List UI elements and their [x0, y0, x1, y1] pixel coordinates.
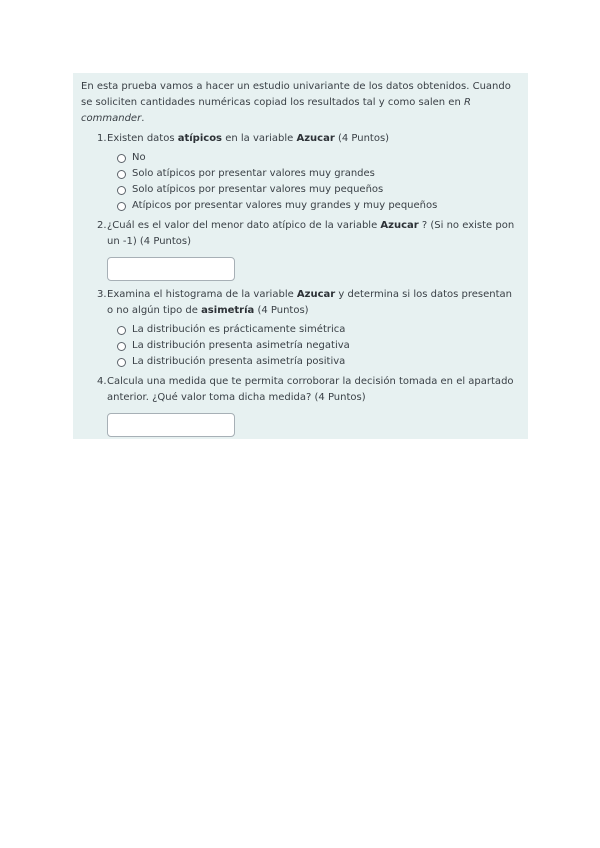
- question-2: [81, 218, 520, 281]
- intro-text: En esta prueba vamos a hacer un estudio univariante de los datos obtenidos. Cuando se soliciten cantidades numéricas copiad los resultados tal y como salen en R commander.: [81, 81, 511, 124]
- option-label: La distribución es prácticamente simétrica: [132, 324, 346, 335]
- option-no[interactable]: [117, 150, 520, 166]
- option-negative-skew[interactable]: [117, 338, 520, 354]
- option-label: Atípicos por presentar valores muy grandes y muy pequeños: [132, 200, 438, 211]
- question-4-text: Calcula una medida que te permita corroborar la decisión tomada en el apartado anterior. ¿Qué valor toma dicha medida? (4 Puntos): [107, 376, 514, 403]
- radio-button[interactable]: [117, 342, 126, 351]
- option-both-outliers[interactable]: [117, 198, 520, 214]
- question-number: 3.: [97, 289, 107, 300]
- question-3-text: Examina el histograma de la variable Azucar y determina si los datos presentan o no algún tipo de asimetría (4 Puntos): [107, 289, 513, 316]
- question-2-text: ¿Cuál es el valor del menor dato atípico de la variable Azucar ? (Si no existe pon un -1) (4 Puntos): [107, 220, 515, 247]
- option-symmetric[interactable]: [117, 322, 520, 338]
- option-label: Solo atípicos por presentar valores muy grandes: [132, 168, 375, 179]
- software-name: R commander: [81, 97, 471, 124]
- option-label: Solo atípicos por presentar valores muy pequeños: [132, 184, 384, 195]
- radio-button[interactable]: [117, 358, 126, 367]
- question-number: 4.: [97, 376, 107, 387]
- radio-button[interactable]: [117, 154, 126, 163]
- radio-button[interactable]: [117, 170, 126, 179]
- option-large-outliers[interactable]: [117, 166, 520, 182]
- question-number: 2.: [97, 220, 107, 231]
- question-number: 1.: [97, 133, 107, 144]
- option-label: La distribución presenta asimetría negativa: [132, 340, 350, 351]
- radio-button[interactable]: [117, 326, 126, 335]
- radio-button[interactable]: [117, 186, 126, 195]
- option-small-outliers[interactable]: [117, 182, 520, 198]
- option-label: No: [132, 152, 146, 163]
- question-3: [81, 287, 520, 370]
- answer-input[interactable]: [107, 257, 235, 281]
- question-panel: [73, 73, 528, 439]
- option-label: La distribución presenta asimetría positiva: [132, 356, 346, 367]
- radio-button[interactable]: [117, 202, 126, 211]
- question-1: [81, 131, 520, 214]
- question-1-options: [107, 150, 520, 214]
- answer-input[interactable]: [107, 413, 235, 437]
- option-positive-skew[interactable]: [117, 354, 520, 370]
- question-1-text: Existen datos atípicos en la variable Azucar (4 Puntos): [107, 133, 390, 144]
- question-4: [81, 374, 520, 437]
- question-3-options: [107, 322, 520, 370]
